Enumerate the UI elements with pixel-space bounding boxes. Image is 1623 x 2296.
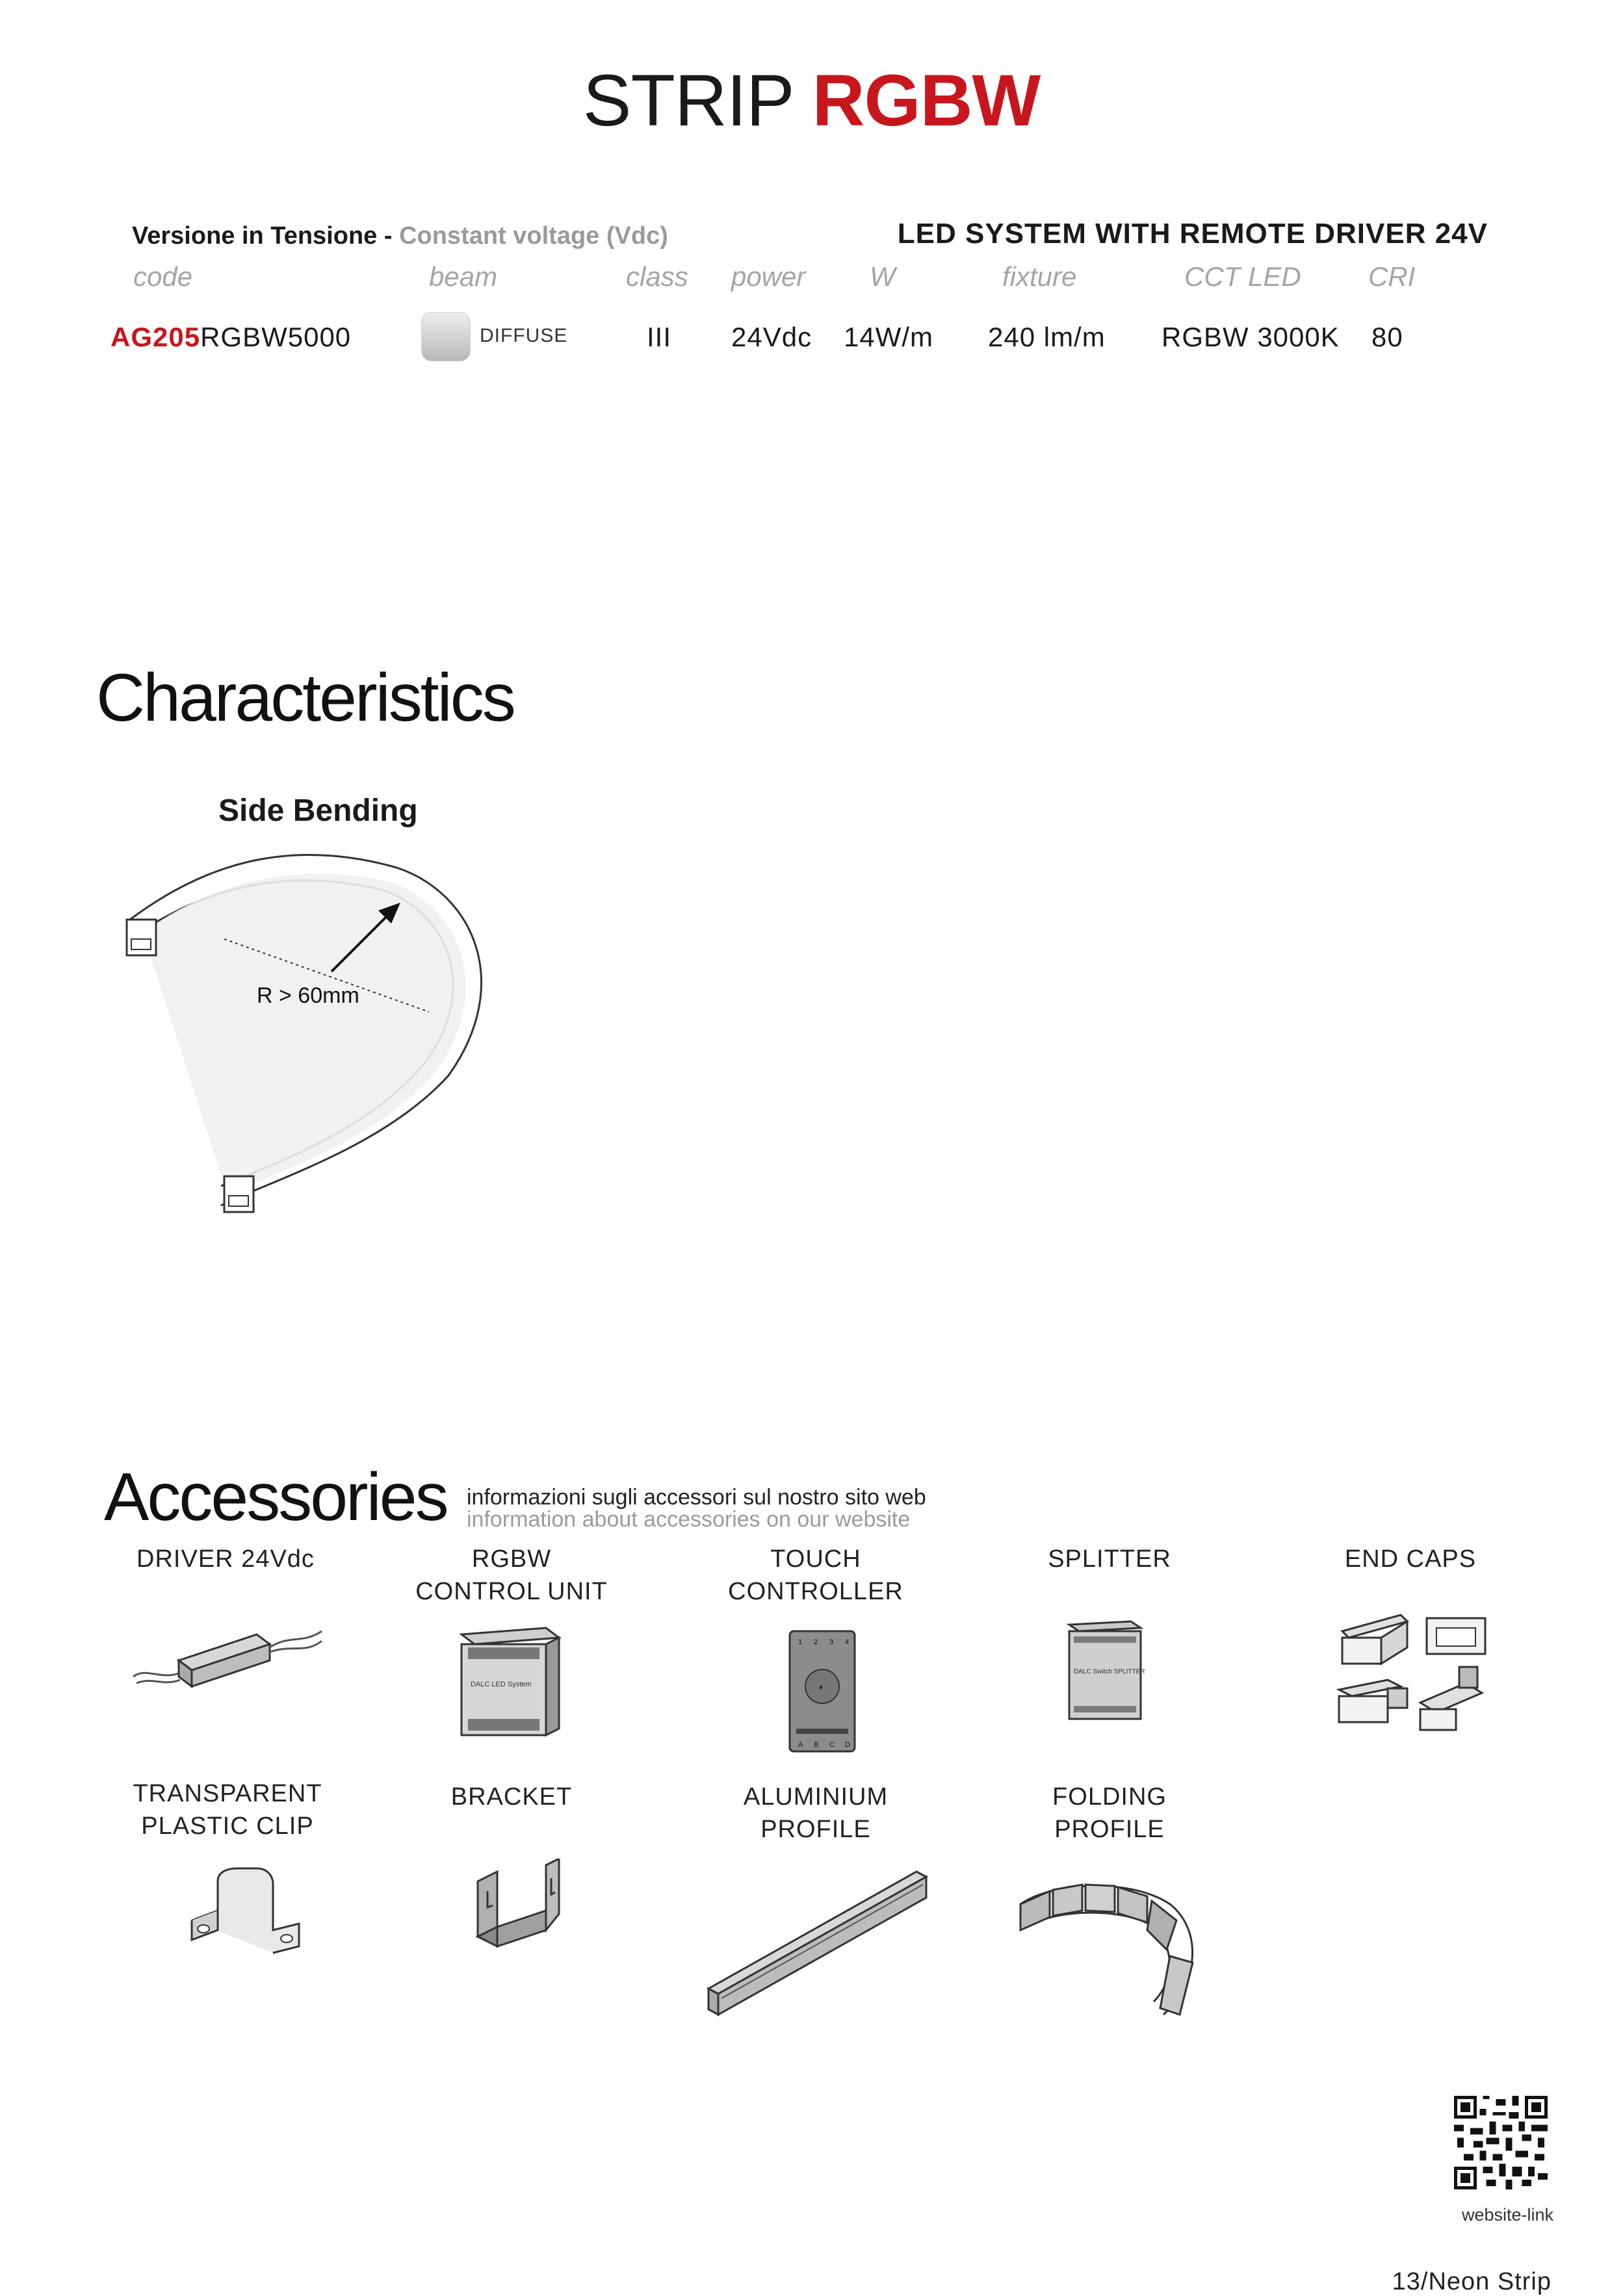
header-beam: beam	[429, 261, 498, 292]
touch-controller-image	[780, 1625, 864, 1761]
side-bending-diagram	[110, 842, 526, 1219]
version-it: Versione in Tensione -	[132, 222, 400, 250]
controller-letter-c: C	[829, 1741, 835, 1749]
title-main: STRIP	[582, 60, 812, 141]
page-number: 13/Neon Strip	[1392, 2268, 1552, 2295]
accessory-label-end-caps: END CAPS	[1344, 1545, 1477, 1573]
aluminium-profile-image	[702, 1859, 936, 2028]
accessories-heading: Accessories	[104, 1460, 447, 1535]
header-cct: CCT LED	[1184, 261, 1301, 292]
accessory-label-folding-profile: FOLDING PROFILE	[1052, 1783, 1167, 1843]
controller-number-4: 4	[845, 1638, 850, 1646]
control-unit-label: DALC LED System	[471, 1681, 532, 1688]
splitter-label: DALC Switch SPLITTER	[1074, 1668, 1145, 1675]
qr-label[interactable]: website-link	[1461, 2205, 1553, 2225]
accessory-label-driver: DRIVER 24Vdc	[136, 1545, 315, 1573]
accessories-note-en: information about accessories on our website	[467, 1507, 911, 1532]
version-en: Constant voltage (Vdc)	[399, 222, 668, 250]
power-value: 24Vdc	[731, 322, 812, 352]
bracket-image	[468, 1859, 565, 1956]
folding-profile-image	[1014, 1878, 1209, 2028]
accessories-note-it: informazioni sugli accessori sul nostro sito web	[467, 1485, 926, 1510]
code-suffix: RGBW5000	[200, 322, 352, 352]
accessory-label-touch-controller: TOUCH CONTROLLER	[728, 1545, 903, 1605]
svg-text:♦: ♦	[819, 1683, 824, 1692]
driver-image	[127, 1605, 328, 1709]
header-code: code	[133, 261, 193, 292]
cct-value: RGBW 3000K	[1162, 322, 1340, 352]
product-code	[110, 322, 351, 353]
header-fixture: fixture	[1002, 261, 1077, 292]
controller-number-3: 3	[829, 1638, 834, 1646]
controller-letter-a: A	[798, 1741, 803, 1749]
characteristics-heading: Characteristics	[96, 660, 514, 736]
accessory-label-control-unit: RGBW CONTROL UNIT	[415, 1545, 608, 1605]
title-highlight: RGBW	[812, 60, 1041, 141]
end-caps-image	[1329, 1605, 1498, 1748]
beam-value: DIFFUSE	[480, 325, 568, 346]
qr-code-icon[interactable]	[1454, 2096, 1548, 2189]
controller-letter-d: D	[845, 1741, 850, 1749]
control-unit-image	[442, 1615, 572, 1751]
radius-label: R > 60mm	[257, 983, 359, 1008]
accessory-label-aluminium-profile: ALUMINIUM PROFILE	[743, 1783, 889, 1843]
system-title: LED SYSTEM WITH REMOTE DRIVER 24V	[897, 218, 1488, 250]
controller-number-1: 1	[798, 1638, 803, 1646]
code-prefix: AG205	[110, 322, 201, 352]
class-value: III	[647, 322, 672, 352]
accessory-label-splitter: SPLITTER	[1048, 1545, 1171, 1573]
accessories-note	[467, 1486, 926, 1530]
header-cri: CRI	[1368, 261, 1416, 292]
plastic-clip-image	[179, 1859, 309, 1969]
side-bending-title: Side Bending	[218, 793, 418, 828]
page-title	[0, 62, 1623, 140]
header-w: W	[870, 261, 896, 292]
accessory-label-bracket: BRACKET	[450, 1783, 573, 1811]
fixture-value: 240 lm/m	[988, 322, 1106, 352]
w-value: 14W/m	[844, 322, 934, 352]
cri-value: 80	[1371, 322, 1403, 352]
controller-letter-b: B	[814, 1741, 819, 1749]
header-power: power	[731, 261, 806, 292]
controller-number-2: 2	[814, 1638, 818, 1646]
splitter-image	[1059, 1612, 1150, 1729]
version-label	[132, 222, 668, 250]
header-class: class	[626, 261, 688, 292]
accessory-label-plastic-clip: TRANSPARENT PLASTIC CLIP	[133, 1780, 322, 1840]
diffuse-beam-icon	[421, 312, 471, 361]
